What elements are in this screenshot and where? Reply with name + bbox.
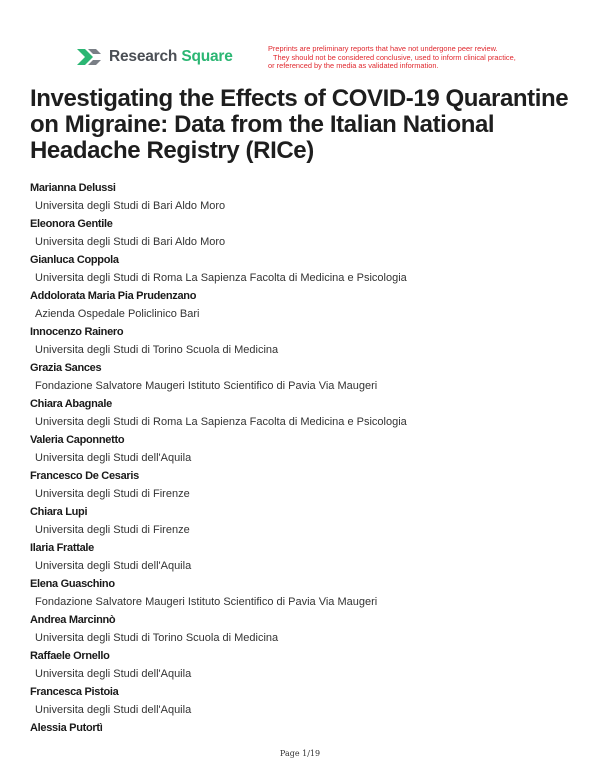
author-entry	[30, 326, 590, 362]
header	[0, 0, 600, 80]
logo-word-research: Research	[109, 48, 178, 65]
disclaimer-line: Preprints are preliminary reports that have not undergone peer review.	[268, 44, 498, 53]
author-entry	[30, 290, 590, 326]
author-list	[30, 182, 590, 758]
author-affiliation: Universita degli Studi dell'Aquila	[35, 704, 192, 716]
logo-word-square: Square	[181, 48, 233, 65]
author-entry	[30, 182, 590, 218]
author-name[interactable]: Ilaria Frattale	[30, 542, 94, 554]
author-entry	[30, 362, 590, 398]
author-name[interactable]: Francesca Pistoia	[30, 686, 119, 698]
author-name[interactable]: Valeria Caponnetto	[30, 434, 125, 446]
author-entry	[30, 578, 590, 614]
author-affiliation: Universita degli Studi di Torino Scuola di Medicina	[35, 344, 279, 356]
disclaimer-line: They should not be considered conclusive, used to inform clinical practice,	[273, 52, 516, 62]
author-affiliation: Universita degli Studi di Firenze	[35, 524, 190, 536]
research-square-logo[interactable]	[76, 47, 233, 67]
author-name[interactable]: Grazia Sances	[30, 362, 102, 374]
author-affiliation: Fondazione Salvatore Maugeri Istituto Scientifico di Pavia Via Maugeri	[35, 596, 378, 608]
author-name[interactable]: Elena Guaschino	[30, 578, 115, 590]
author-affiliation: Universita degli Studi di Roma La Sapienza Facolta di Medicina e Psicologia	[35, 416, 407, 428]
page-number: Page 1/19	[279, 749, 321, 758]
author-affiliation: Universita degli Studi di Bari Aldo Moro	[35, 236, 226, 248]
author-entry	[30, 686, 590, 722]
author-name[interactable]: Chiara Abagnale	[30, 398, 112, 410]
author-name[interactable]: Chiara Lupi	[30, 506, 88, 518]
author-entry	[30, 542, 590, 578]
author-name[interactable]: Alessia Putortì	[30, 722, 103, 734]
author-entry	[30, 650, 590, 686]
author-entry	[30, 434, 590, 470]
author-name[interactable]: Marianna Delussi	[30, 182, 116, 194]
author-affiliation: Universita degli Studi di Bari Aldo Moro	[35, 200, 226, 212]
author-affiliation: Universita degli Studi dell'Aquila	[35, 452, 192, 464]
author-affiliation: Azienda Ospedale Policlinico Bari	[35, 308, 200, 320]
paper-title: Investigating the Effects of COVID-19 Quarantine on Migraine: Data from the Italian National Headache Registry (RICe)	[30, 85, 569, 164]
logo-wordmark	[109, 48, 233, 66]
author-affiliation: Fondazione Salvatore Maugeri Istituto Scientifico di Pavia Via Maugeri	[35, 380, 378, 392]
disclaimer-line: or referenced by the media as validated information.	[268, 61, 439, 71]
author-affiliation: Universita degli Studi di Torino Scuola di Medicina	[35, 632, 279, 644]
author-affiliation: Universita degli Studi di Roma La Sapienza Facolta di Medicina e Psicologia	[35, 272, 407, 284]
preprint-disclaimer	[268, 45, 568, 71]
research-square-logo-icon	[76, 47, 102, 67]
author-entry	[30, 254, 590, 290]
author-entry	[30, 470, 590, 506]
author-name[interactable]: Raffaele Ornello	[30, 650, 110, 662]
author-affiliation: Universita degli Studi dell'Aquila	[35, 668, 192, 680]
author-entry	[30, 398, 590, 434]
author-name[interactable]: Gianluca Coppola	[30, 254, 119, 266]
author-name[interactable]: Francesco De Cesaris	[30, 470, 139, 482]
author-name[interactable]: Eleonora Gentile	[30, 218, 113, 230]
author-name[interactable]: Addolorata Maria Pia Prudenzano	[30, 290, 197, 302]
author-affiliation: Universita degli Studi dell'Aquila	[35, 560, 192, 572]
author-entry	[30, 614, 590, 650]
author-affiliation: Universita degli Studi di Firenze	[35, 488, 190, 500]
author-entry	[30, 218, 590, 254]
author-name[interactable]: Innocenzo Rainero	[30, 326, 124, 338]
author-entry	[30, 506, 590, 542]
author-name[interactable]: Andrea Marcinnò	[30, 614, 116, 626]
